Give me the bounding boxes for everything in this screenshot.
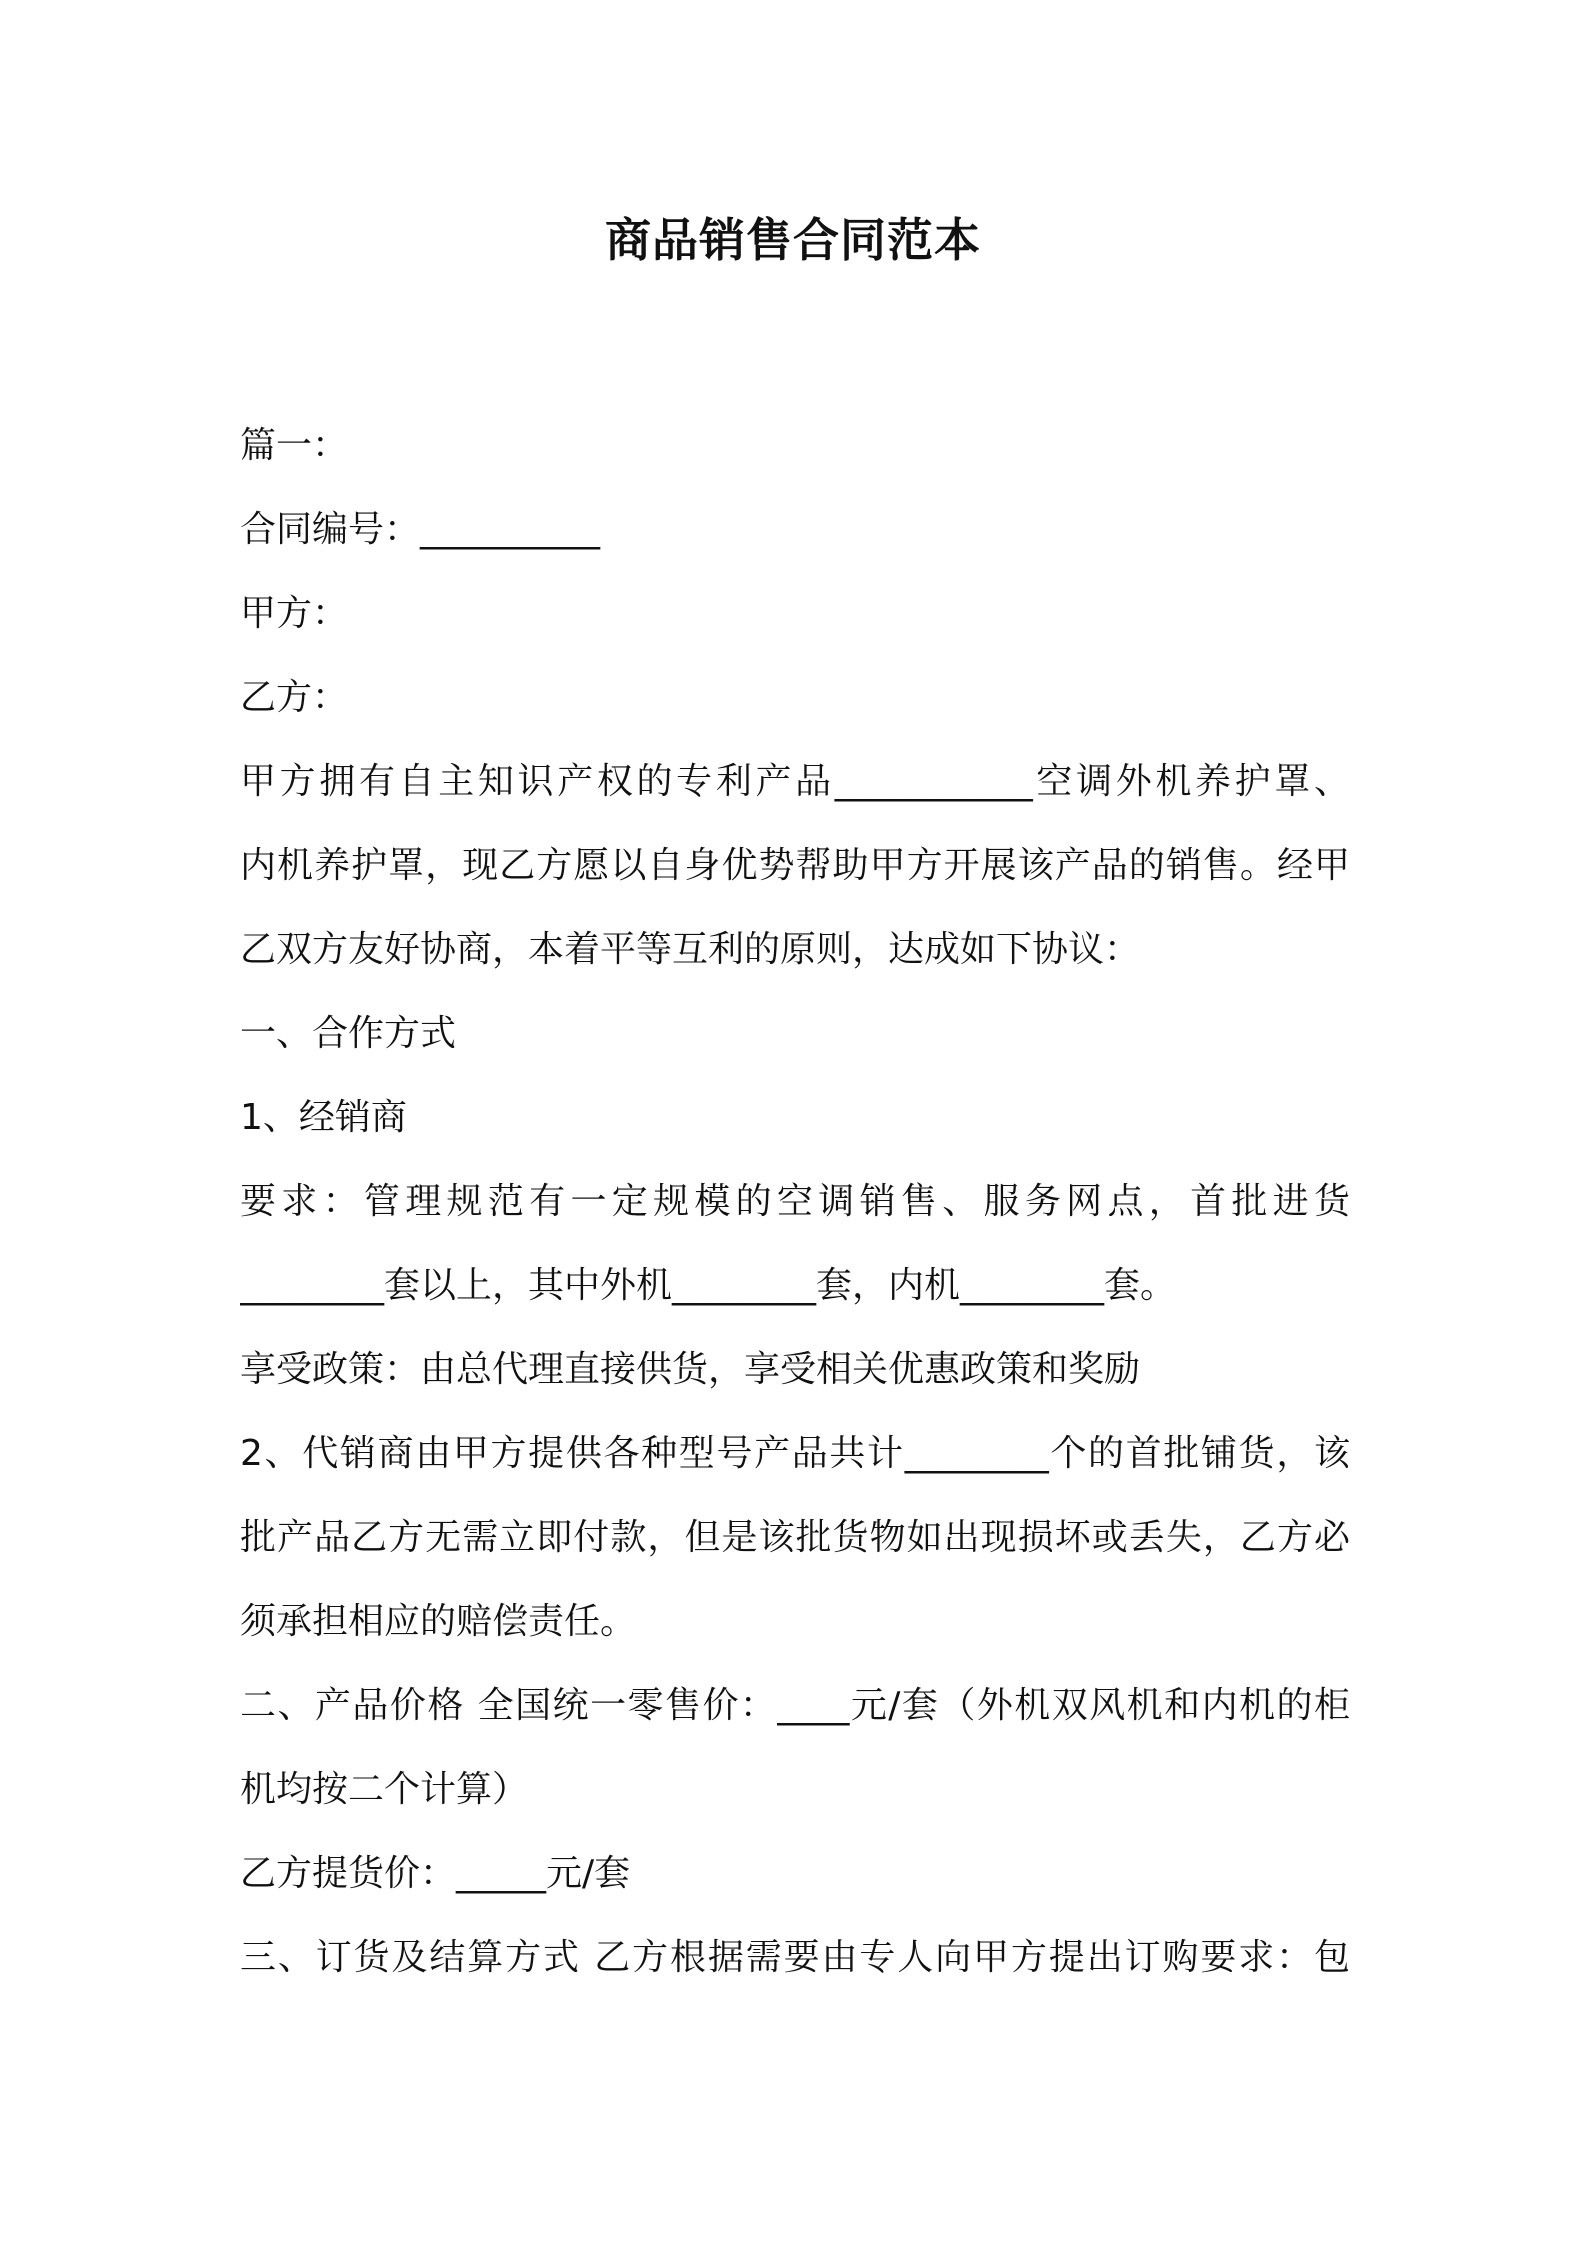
paragraph-line: 机均按二个计算） (240, 1769, 529, 1810)
document-body (240, 404, 1350, 2000)
paragraph-line: 2、代销商由甲方提供各种型号产品共计________个的首批铺货，该 (240, 1433, 1350, 1474)
contract-number-line: 合同编号：__________ (240, 509, 601, 550)
paragraph-line: 甲方拥有自主知识产权的专利产品___________空调外机养护罩、 (240, 761, 1350, 802)
party-b-line: 乙方： (240, 677, 349, 718)
subsection-heading-dealer: 1、经销商 (240, 1097, 407, 1138)
section-heading-price: 二、产品价格 全国统一零售价：____元/套（外机双风机和内机的柜 (240, 1685, 1350, 1726)
paragraph-line: 批产品乙方无需立即付款，但是该批货物如出现损坏或丢失，乙方必 (240, 1517, 1350, 1558)
paragraph-line: 乙方提货价：_____元/套 (240, 1853, 631, 1894)
section-heading-cooperation: 一、合作方式 (240, 1013, 457, 1054)
paragraph-line: 须承担相应的赔偿责任。 (240, 1601, 637, 1642)
section-heading-ordering: 三、订货及结算方式 乙方根据需要由专人向甲方提出订购要求：包 (240, 1937, 1350, 1978)
paragraph-line: 要求：管理规范有一定规模的空调销售、服务网点，首批进货 (240, 1181, 1350, 1222)
paragraph-line: 享受政策：由总代理直接供货，享受相关优惠政策和奖励 (240, 1349, 1141, 1390)
party-a-line: 甲方： (240, 593, 349, 634)
paragraph-line: 乙双方友好协商，本着平等互利的原则，达成如下协议： (240, 929, 1141, 970)
document-title: 商品销售合同范本 (605, 213, 981, 267)
section-heading-part-one: 篇一： (240, 425, 349, 466)
paragraph-line: 内机养护罩，现乙方愿以自身优势帮助甲方开展该产品的销售。经甲 (240, 845, 1350, 886)
paragraph-line: ________套以上，其中外机________套，内机________套。 (240, 1265, 1177, 1306)
